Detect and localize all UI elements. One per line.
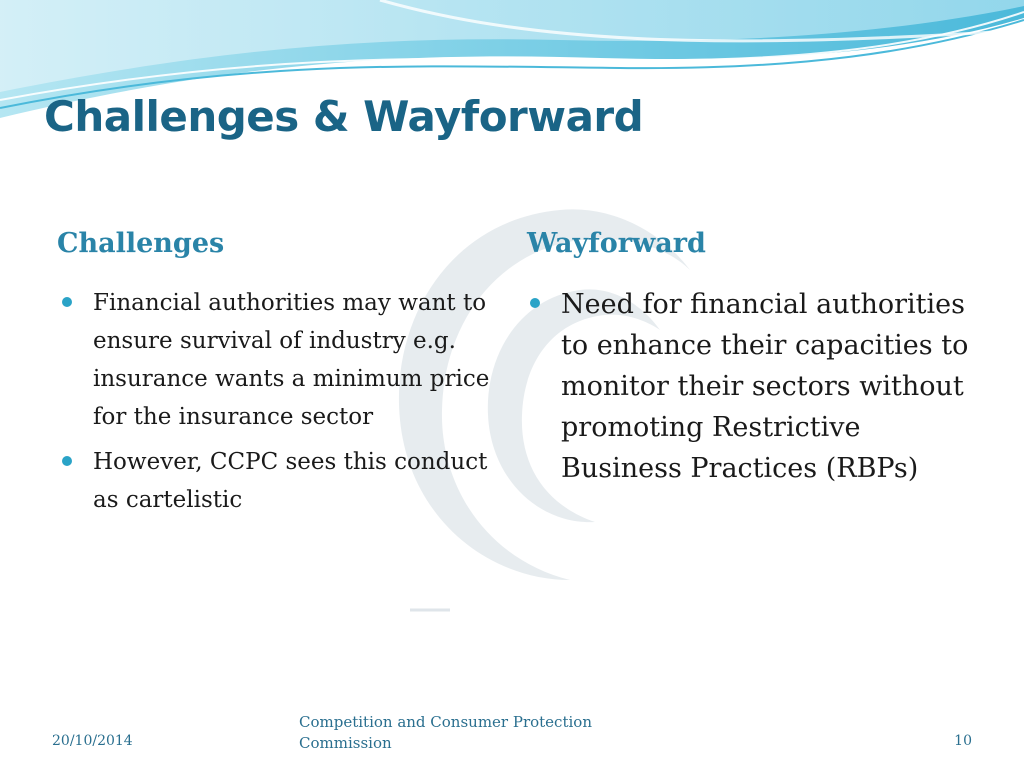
wayforward-bullet-item <box>530 284 970 489</box>
footer-page-number: 10 <box>954 733 972 749</box>
footer-organization: Competition and Consumer Protection Commission <box>299 713 592 752</box>
bullet-text: Need for financial authorities to enhance their capacities to monitor their sectors without promoting Restrictive Business Practices (RBPs) <box>561 289 969 484</box>
slide-title: Challenges & Wayforward <box>44 92 644 141</box>
bullet-text: However, CCPC sees this conduct as cartelistic <box>93 449 488 513</box>
wayforward-heading: Wayforward <box>527 228 706 259</box>
challenges-bullet-list <box>62 284 492 526</box>
footer-date: 20/10/2014 <box>52 733 133 749</box>
challenges-bullet-item <box>62 443 492 519</box>
bullet-dot-icon <box>530 298 540 308</box>
wayforward-bullet-list <box>530 284 970 496</box>
bullet-dot-icon <box>62 456 72 466</box>
challenges-bullet-item <box>62 284 492 436</box>
challenges-heading: Challenges <box>57 228 225 259</box>
bullet-dot-icon <box>62 297 72 307</box>
bullet-text: Financial authorities may want to ensure survival of industry e.g. insurance wants a minimum price for the insurance sector <box>93 290 490 430</box>
